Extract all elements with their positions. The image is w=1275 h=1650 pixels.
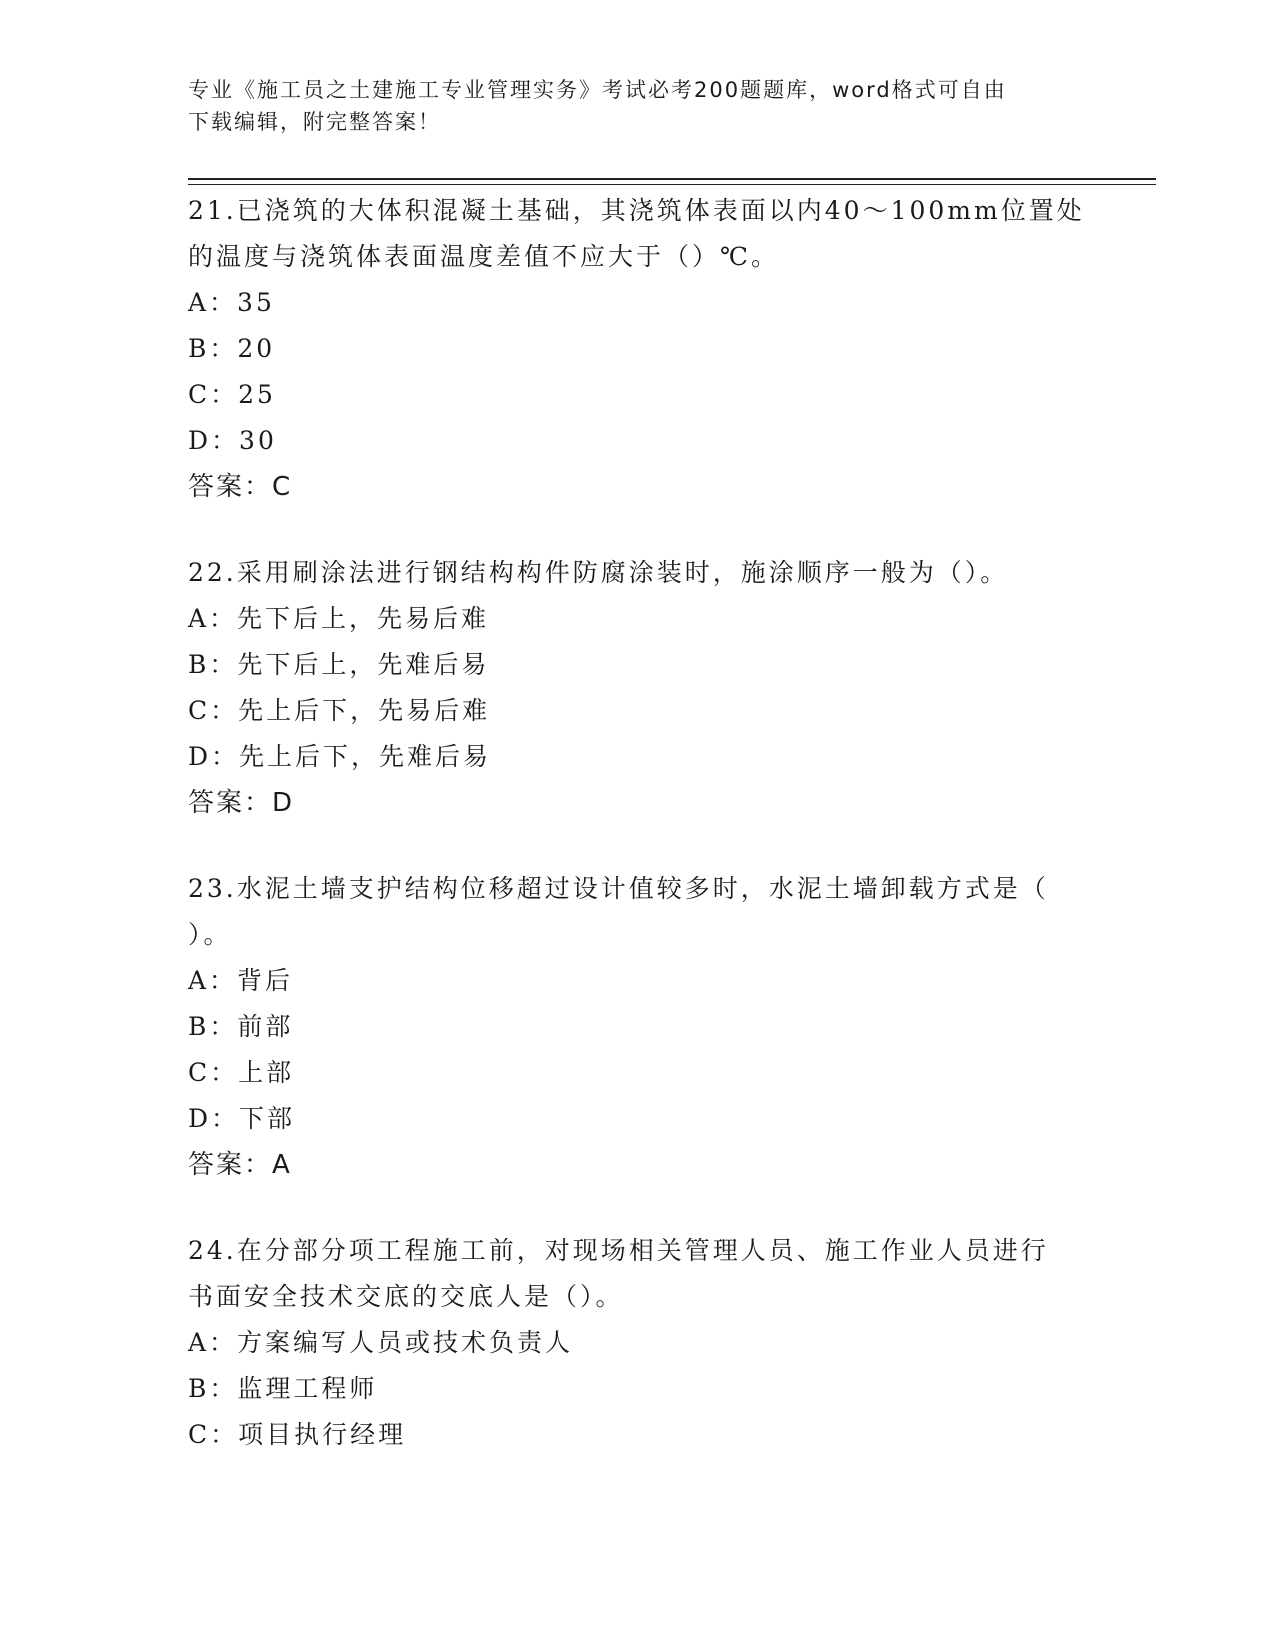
option-c: C：25 — [188, 380, 276, 409]
option-a: A：背后 — [188, 966, 294, 995]
option-a: A：35 — [188, 288, 275, 317]
question-list — [188, 188, 1088, 1498]
stem-line: ）。 — [188, 920, 232, 949]
question-23 — [188, 866, 1088, 1188]
question-22 — [188, 550, 1088, 826]
option-a: A：先下后上，先易后难 — [188, 604, 490, 633]
option-c: C：项目执行经理 — [188, 1420, 407, 1449]
answer-label: 答案：A — [188, 1150, 292, 1180]
question-21 — [188, 188, 1088, 510]
option-d: D：下部 — [188, 1104, 296, 1133]
question-stem — [188, 550, 1088, 596]
document-header — [188, 74, 1088, 138]
option-b: B：20 — [188, 334, 276, 363]
stem-line: 23.水泥土墙支护结构位移超过设计值较多时，水泥土墙卸载方式是（ — [188, 874, 1049, 903]
option-b: B：先下后上，先难后易 — [188, 650, 490, 679]
stem-line: 21.已浇筑的大体积混凝土基础，其浇筑体表面以内40～100mm位置处 — [188, 196, 1085, 225]
header-line-2: 下载编辑，附完整答案！ — [188, 110, 441, 134]
option-b: B：监理工程师 — [188, 1374, 378, 1403]
header-divider-thick — [188, 178, 1156, 180]
stem-line: 22.采用刷涂法进行钢结构构件防腐涂装时，施涂顺序一般为（）。 — [188, 558, 1009, 587]
option-a: A：方案编写人员或技术负责人 — [188, 1328, 574, 1357]
stem-line: 24.在分部分项工程施工前，对现场相关管理人员、施工作业人员进行 — [188, 1236, 1049, 1265]
stem-line: 的温度与浇筑体表面温度差值不应大于（）℃。 — [188, 242, 779, 271]
answer-label: 答案：C — [188, 472, 293, 502]
question-stem — [188, 866, 1088, 958]
question-stem — [188, 1228, 1088, 1320]
question-stem — [188, 188, 1088, 280]
header-line-1: 专业《施工员之土建施工专业管理实务》考试必考200题题库，word格式可自由 — [188, 78, 1007, 102]
option-b: B：前部 — [188, 1012, 294, 1041]
option-c: C：先上后下，先易后难 — [188, 696, 491, 725]
option-d: D：30 — [188, 426, 277, 455]
question-24 — [188, 1228, 1088, 1458]
stem-line: 书面安全技术交底的交底人是（）。 — [188, 1282, 624, 1311]
answer-label: 答案：D — [188, 788, 295, 818]
header-divider-thin — [188, 184, 1156, 185]
option-d: D：先上后下，先难后易 — [188, 742, 492, 771]
option-c: C：上部 — [188, 1058, 295, 1087]
